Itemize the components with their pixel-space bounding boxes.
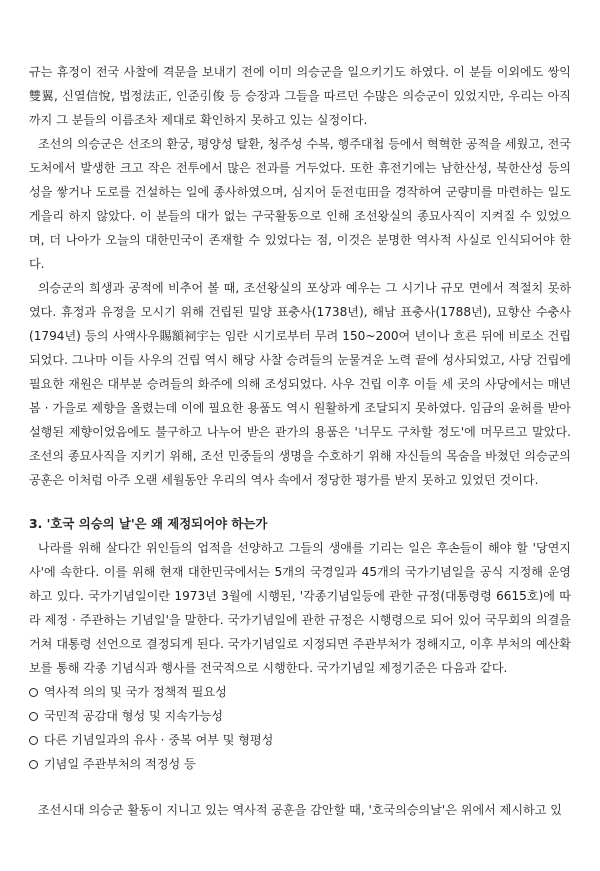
paragraph-2: 조선의 의승군은 선조의 환궁, 평양성 탈환, 청주성 수복, 행주대첩 등에서 혁혁한 공적을 세웠고, 전국 도처에서 발생한 크고 작은 전투에서 많은 전과를 거두었다. 또한 휴전기에는 남한산성, 북한산성 등의 성을 쌓거나 도로를 건설하는 일에 종사하였으며, 심지어 둔전屯田을 경작하여 군량미를 마련하는 일도 게을리 하지 않았다. 이 분들의 대가 없는 구국활동으로 인해 조선왕실의 종묘사직이 지켜질 수 있었으며, 더 나아가 오늘의 대한민국이 존재할 수 있었다는 점, 이것은 분명한 역사적 사실로 인식되어야 한다.	[29, 137, 571, 271]
criteria-text: 다른 기념일과의 유사 · 중복 여부 및 형평성	[44, 733, 274, 747]
criteria-text: 기념일 주관부처의 적정성 등	[44, 757, 196, 771]
criteria-item	[29, 752, 571, 776]
criteria-list	[29, 680, 571, 776]
closing-paragraph: 조선시대 의승군 활동이 지니고 있는 역사적 공훈을 감안할 때, '호국의승의날'은 위에서 제시하고 있	[38, 803, 562, 817]
circle-bullet-icon	[29, 712, 38, 721]
circle-bullet-icon	[29, 688, 38, 697]
criteria-item	[29, 704, 571, 728]
circle-bullet-icon	[29, 760, 38, 769]
paragraph-1: 규는 휴정이 전국 사찰에 격문을 보내기 전에 이미 의승군을 일으키기도 하였다. 이 분들 이외에도 쌍익雙翼, 신열信悅, 법정法正, 인준引俊 등 승장과 그들을 따르던 수많은 의승군이 있었지만, 우리는 아직까지 그 분들의 이름조차 제대로 확인하지 못하고 있는 실정이다.	[29, 65, 571, 127]
criteria-item	[29, 680, 571, 704]
spacer	[29, 776, 571, 798]
section-heading: 3. '호국 의승의 날'은 왜 제정되어야 하는가	[29, 516, 268, 531]
criteria-item	[29, 728, 571, 752]
criteria-text: 국민적 공감대 형성 및 지속가능성	[44, 709, 223, 723]
section-paragraph: 나라를 위해 살다간 위인들의 업적을 선양하고 그들의 생애를 기리는 일은 후손들이 해야 할 '당연지사'에 속한다. 이를 위해 현재 대한민국에서는 5개의 국경일과 45개의 국가기념일을 공식 지정해 운영하고 있다. 국가기념일이란 1973년 3월에 시행된, '각종기념일등에 관한 규정(대통령령 6615호)에 따라 제정 · 주관하는 기념일'을 말한다. 국가기념일에 관한 규정은 시행령으로 되어 있어 국무회의 의결을 거쳐 대통령 선언으로 결정되게 된다. 국가기념일로 지정되면 주관부처가 정해지고, 이후 부처의 예산확보를 통해 각종 기념식과 행사를 전국적으로 시행한다. 국가기념일 제정기준은 다음과 같다.	[29, 541, 571, 675]
circle-bullet-icon	[29, 736, 38, 745]
paragraph-3: 의승군의 희생과 공적에 비추어 볼 때, 조선왕실의 포상과 예우는 그 시기나 규모 면에서 적절치 못하였다. 휴정과 유정을 모시기 위해 건립된 밀양 표충사(1738년), 해남 표충사(1788년), 묘향산 수충사(1794년) 등의 사액사우賜額祠宇는 임란 시기로부터 무려 150~200여 년이나 흐른 뒤에 비로소 건립되었다. 그나마 이들 사우의 건립 역시 해당 사찰 승려들의 눈물겨운 노력 끝에 성사되었고, 사당 건립에 필요한 재원은 대부분 승려들의 화주에 의해 조성되었다. 사우 건립 이후 이들 세 곳의 사당에서는 매년 봄 · 가을로 제향을 올렸는데 이에 필요한 용품도 역시 원활하게 조달되지 못하였다. 임금의 윤허를 받아 설행된 제향이었음에도 불구하고 나누어 받은 관가의 용품은 '너무도 구차할 정도'에 머무르고 말았다. 조선의 종묘사직을 지키기 위해, 조선 민중들의 생명을 수호하기 위해 자신들의 목숨을 바쳤던 의승군의 공훈은 이처럼 아주 오랜 세월동안 우리의 역사 속에서 정당한 평가를 받지 못하고 있었던 것이다.	[29, 281, 571, 487]
criteria-text: 역사적 의의 및 국가 정책적 필요성	[44, 685, 227, 699]
